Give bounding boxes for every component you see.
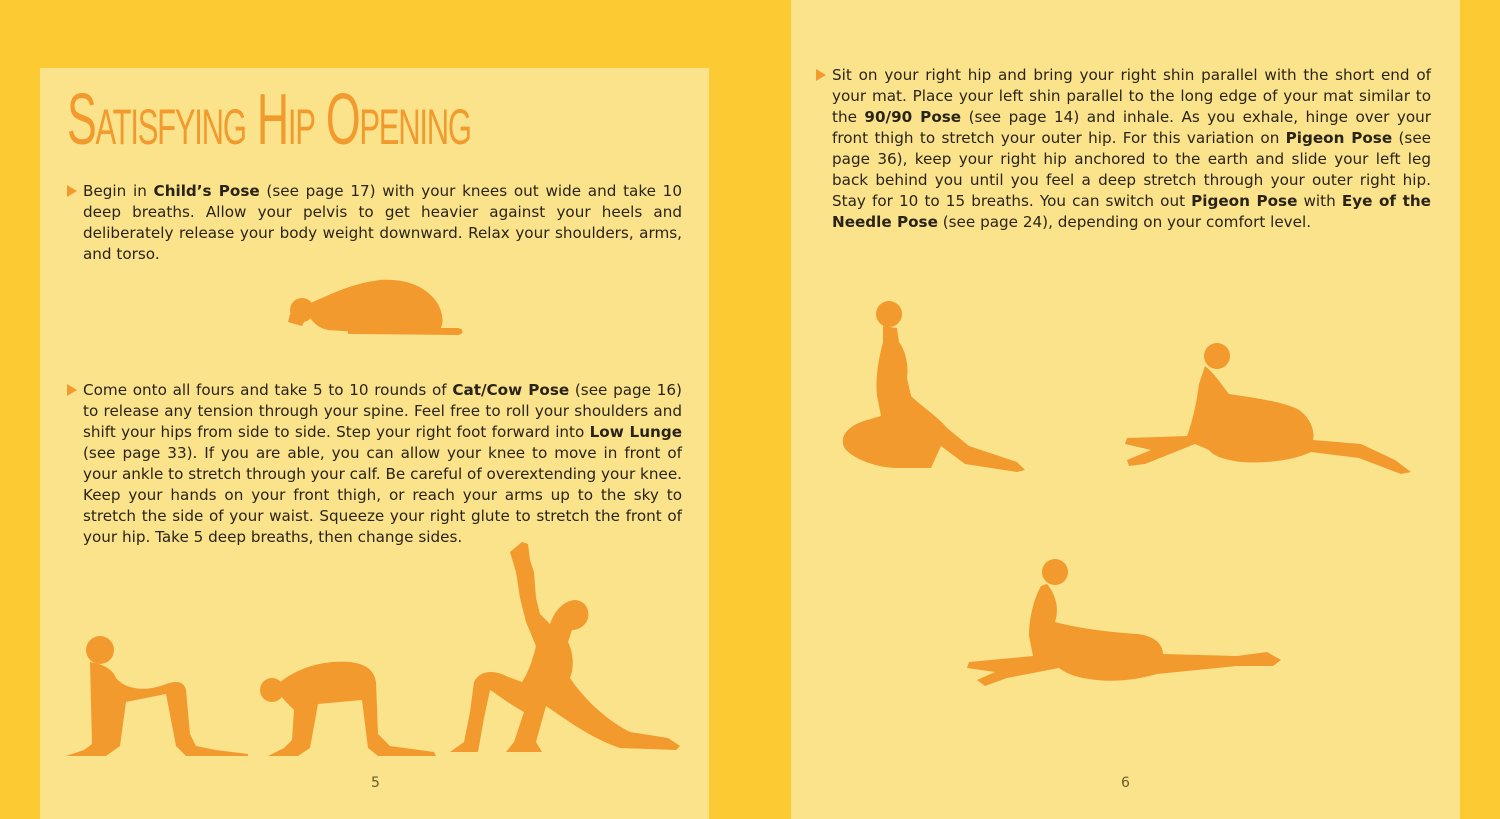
page-title: Satisfying Hip Opening: [67, 80, 471, 160]
instruction-cat-cow-lunge: Come onto all fours and take 5 to 10 rounds of Cat/Cow Pose (see page 16) to release any tension through your spine. Feel free to roll your shoulders and shift your hips from side to side. Step your right foot forward into Low Lunge (see page 33). If you are able, you can allow your knee to move in front of your ankle to stretch through your calf. Be careful of overextending your knee. Keep your hands on your front thigh, or reach your arms up to the sky to stretch the side of your waist. Squeeze your right glute to stretch the front of your hip. Take 5 deep breaths, then change sides.: [83, 380, 682, 548]
right-page: [791, 0, 1460, 819]
bullet-icon: [67, 185, 77, 197]
childs-pose-illustration: [288, 274, 468, 336]
left-page: [40, 68, 709, 819]
page-number: 5: [371, 775, 380, 791]
pose-name: Low Lunge: [589, 423, 683, 441]
pose-name: 90/90 Pose: [864, 108, 962, 126]
upright-90-90-illustration: [841, 296, 1027, 476]
instruction-childs-pose: Begin in Child’s Pose (see page 17) with your knees out wide and take 10 deep breaths. Allow your pelvis to get heavier against your heels and deliberately release your body weight downward. Relax your shoulders, arms, and torso.: [83, 181, 682, 265]
book-gutter: [709, 0, 791, 819]
pigeon-fold-illustration: [967, 556, 1283, 688]
pigeon-pose-illustration: [1125, 340, 1415, 474]
pose-name: Pigeon Pose: [1285, 129, 1393, 147]
pose-name: Pigeon Pose: [1191, 192, 1298, 210]
low-lunge-illustration: [450, 542, 684, 758]
pose-name: Eye of the Needle Pose: [832, 192, 1431, 231]
bullet-icon: [67, 384, 77, 396]
cow-pose-illustration: [66, 634, 252, 758]
instruction-pigeon-pose: Sit on your right hip and bring your right shin parallel with the short end of your mat. Place your left shin parallel to the long edge of your mat similar to the 90/90 Pose (see page 14) and inhale. As you exhale, hinge over your front thigh to stretch your outer hip. For this variation on Pigeon Pose (see page 36), keep your right hip anchored to the earth and slide your left leg back behind you until you feel a deep stretch through your outer right hip. Stay for 10 to 15 breaths. You can switch out Pigeon Pose with Eye of the Needle Pose (see page 24), depending on your comfort level.: [832, 65, 1431, 233]
pose-name: Cat/Cow Pose: [452, 381, 570, 399]
page-number: 6: [1121, 775, 1130, 791]
bullet-icon: [816, 69, 826, 81]
pose-name: Child’s Pose: [153, 182, 260, 200]
cat-pose-illustration: [258, 660, 438, 758]
